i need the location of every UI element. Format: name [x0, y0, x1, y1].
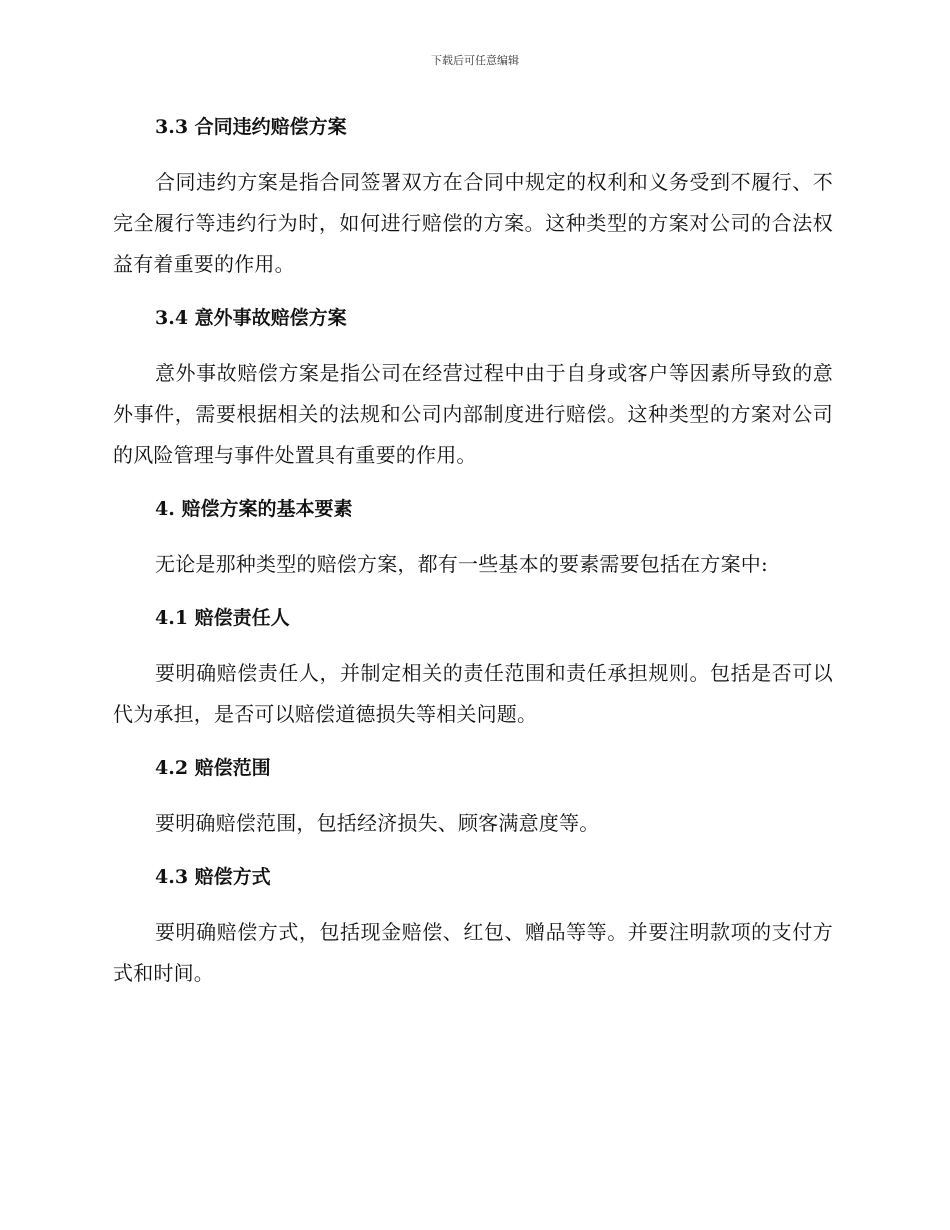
- section-heading-4-2: 4.2 赔偿范围: [155, 757, 271, 779]
- section-heading-4-3: 4.3 赔偿方式: [155, 866, 271, 888]
- paragraph-scope: 要明确赔偿范围，包括经济损失、顾客满意度等。: [155, 811, 600, 835]
- document-body: [113, 110, 833, 1010]
- section-heading-4-1: 4.1 赔偿责任人: [155, 607, 290, 629]
- paragraph-basic-elements: 无论是那种类型的赔偿方案，都有一些基本的要素需要包括在方案中:: [155, 552, 768, 576]
- section-heading-3-3: 3.3 合同违约赔偿方案: [155, 116, 347, 138]
- paragraph-contract-breach: 合同违约方案是指合同签署双方在合同中规定的权利和义务受到不履行、不完全履行等违约行为时，如何进行赔偿的方案。这种类型的方案对公司的合法权益有着重要的作用。: [113, 170, 833, 276]
- page-header: 下载后可任意编辑: [431, 54, 519, 67]
- section-heading-4: 4. 赔偿方案的基本要素: [155, 498, 353, 520]
- paragraph-method: 要明确赔偿方式，包括现金赔偿、红包、赠品等等。并要注明款项的支付方式和时间。: [113, 920, 833, 985]
- paragraph-responsible-party: 要明确赔偿责任人，并制定相关的责任范围和责任承担规则。包括是否可以代为承担，是否可以赔偿道德损失等相关问题。: [113, 661, 833, 726]
- section-heading-3-4: 3.4 意外事故赔偿方案: [155, 307, 347, 329]
- paragraph-accident: 意外事故赔偿方案是指公司在经营过程中由于自身或客户等因素所导致的意外事件，需要根据相关的法规和公司内部制度进行赔偿。这种类型的方案对公司的风险管理与事件处置具有重要的作用。: [113, 361, 833, 467]
